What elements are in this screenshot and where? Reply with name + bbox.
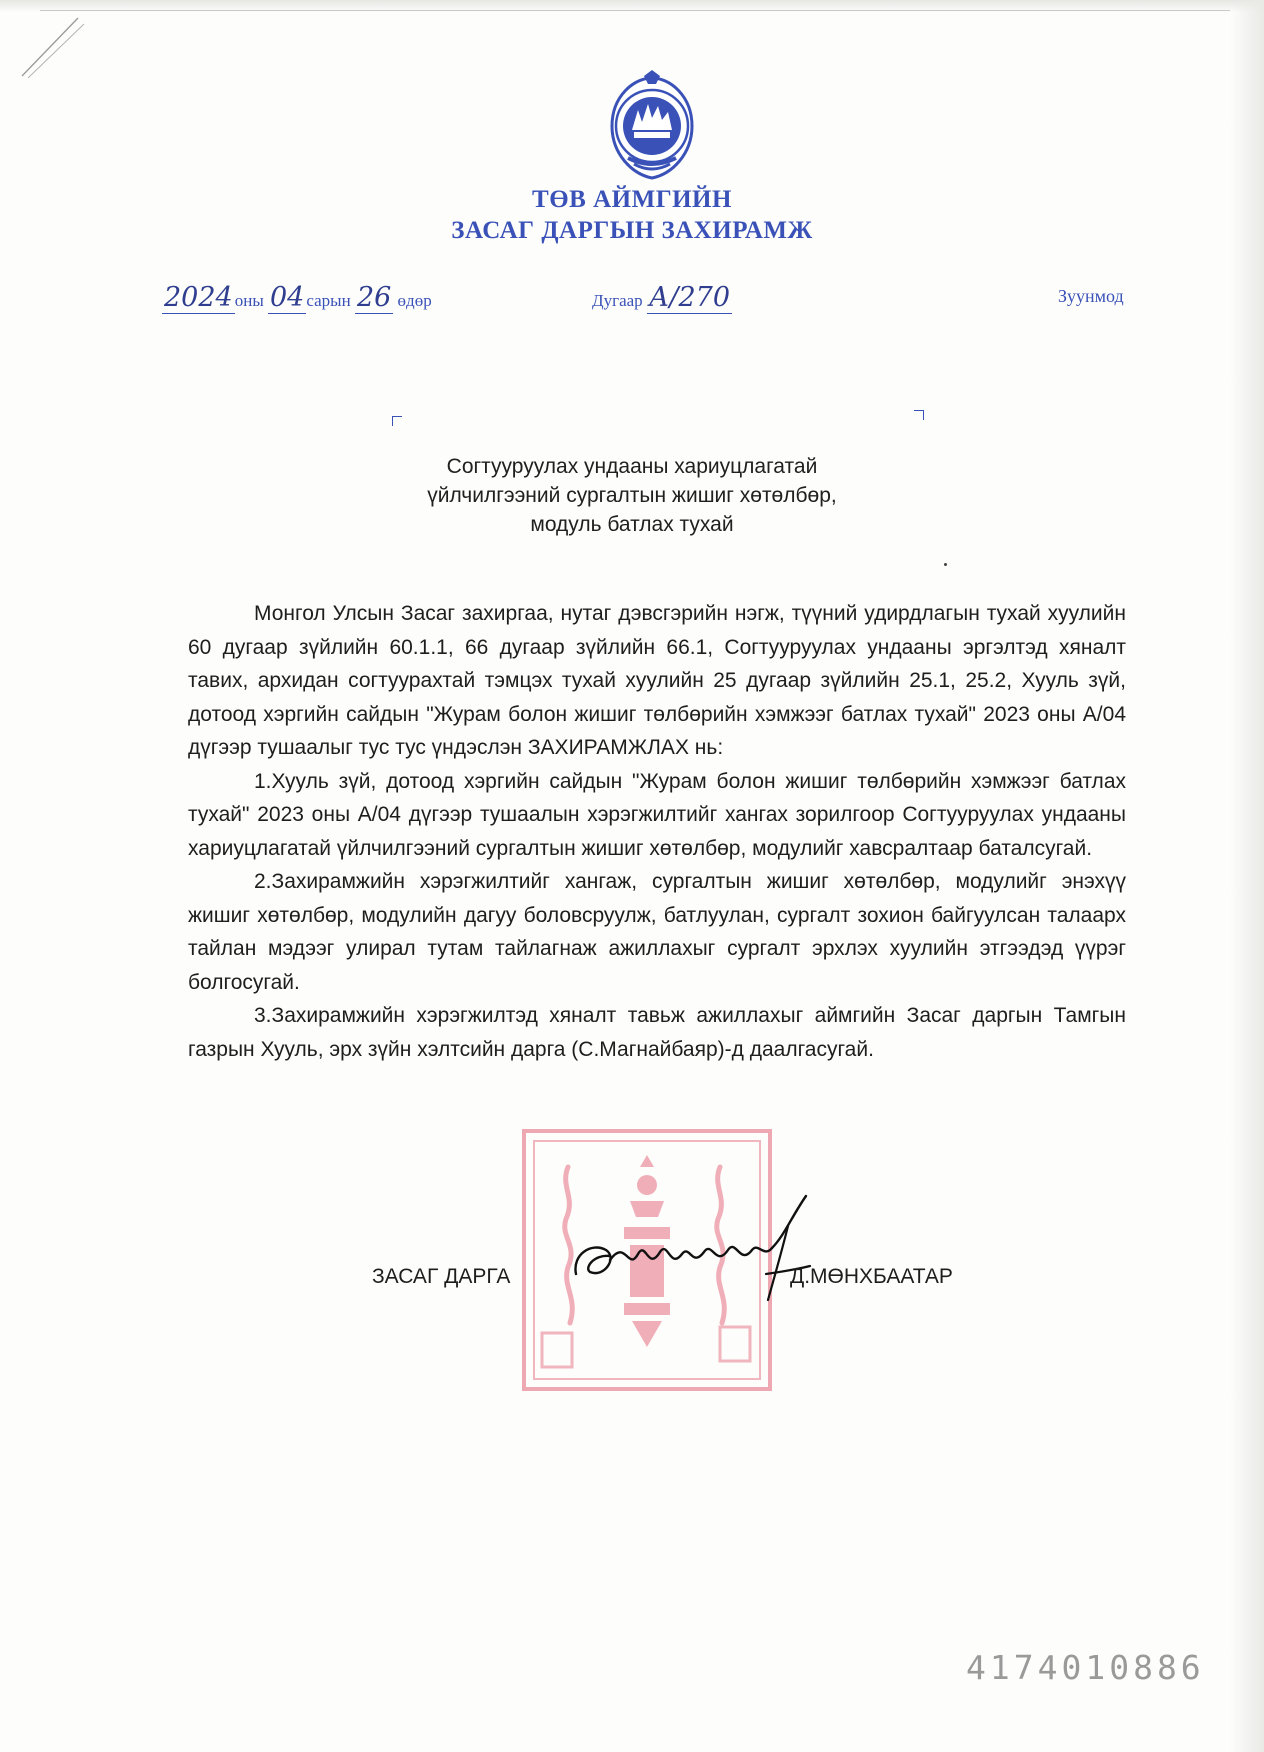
subject-bracket-left xyxy=(392,416,402,426)
scan-speck xyxy=(944,563,947,566)
order-item-2: 2.Захирамжийн хэрэгжилтийг хангаж, сургалтын жишиг хөтөлбөр, модулийг энэхүү жишиг хөтөлбөр, модулийн дагуу боловсруулж, батлуулан, сургалт зохион байгуулсан талаарх тайлан мэдээг улирал тутам тайлагнаж ажиллахыг сургалт эрхлэх хуулийн этгээдэд үүрэг болгосугай. xyxy=(188,870,1126,994)
order-item-1: 1.Хууль зүй, дотоод хэргийн сайдын "Журам болон жишиг төлбөрийн хэмжээг батлах тухай" 2023 оны А/04 дүгээр тушаалын хэрэгжилтийг хангах зорилгоор Согтууруулах ундааны хариуцлагатай үйлчилгээний сургалтын жишиг хөтөлбөр, модулийг хавсралтаар баталсугай. xyxy=(188,769,1126,860)
date-month-suffix: сарын xyxy=(306,291,351,310)
place-name: Зуунмод xyxy=(1058,286,1124,306)
date-day: 26 xyxy=(356,282,392,313)
scan-line xyxy=(40,10,1230,11)
pencil-mark-icon xyxy=(18,12,98,82)
date-year-suffix: оны xyxy=(234,291,264,310)
order-item-3: 3.Захирамжийн хэрэгжилтэд хяналт тавьж ажиллахыг аймгийн Засаг даргын Тамгын газрын Хууль, эрх зүйн хэлтсийн дарга (С.Магнайбаяр)-д даалгасугай. xyxy=(188,1004,1126,1061)
subject-line-1: Согтууруулах ундааны хариуцлагатай xyxy=(446,455,818,478)
document-body xyxy=(188,597,1126,1066)
scan-edge-right xyxy=(1230,0,1264,1752)
subject-line-2: үйлчилгээний сургалтын жишиг хөтөлбөр, xyxy=(427,484,837,507)
preamble-paragraph: Монгол Улсын Засаг захиргаа, нутаг дэвсгэрийн нэгж, түүний удирдлагын тухай хуулийн 60 дугаар зүйлийн 60.1.1, 66 дугаар зүйлийн 66.1, Согтууруулах ундааны эргэлтэд хяналт тавих, архидан согтуурахтай тэмцэх тухай хуулийн 25 дугаар зүйлийн 25.1, 25.2, Хууль зүй, дотоод хэргийн сайдын "Журам болон жишиг төлбөрийн хэмжээг батлах тухай" 2023 оны А/04 дүгээр тушаалыг тус тус үндэслэн ЗАХИРАМЖЛАХ нь: xyxy=(188,602,1126,759)
serial-number: 4174010886 xyxy=(966,1648,1205,1687)
header-line-2: ЗАСАГ ДАРГЫН ЗАХИРАМЖ xyxy=(451,217,813,244)
number-block xyxy=(592,282,732,313)
signatory-title: ЗАСАГ ДАРГА xyxy=(372,1265,511,1288)
subject-bracket-right xyxy=(914,410,924,420)
subject-title xyxy=(0,452,1264,539)
subject-line-3: модуль батлах тухай xyxy=(530,513,734,536)
handwritten-signature xyxy=(566,1188,836,1308)
signatory-name: Д.МӨНХБААТАР xyxy=(790,1265,953,1288)
number-label: Дугаар xyxy=(592,291,643,310)
date-block xyxy=(162,282,432,313)
state-emblem-icon xyxy=(604,70,700,182)
header-line-1: ТӨВ АЙМГИЙН xyxy=(532,186,732,213)
date-year: 2024 xyxy=(164,282,233,313)
document-number: А/270 xyxy=(648,282,731,313)
date-day-suffix: өдөр xyxy=(397,291,432,310)
date-month: 04 xyxy=(270,282,305,313)
